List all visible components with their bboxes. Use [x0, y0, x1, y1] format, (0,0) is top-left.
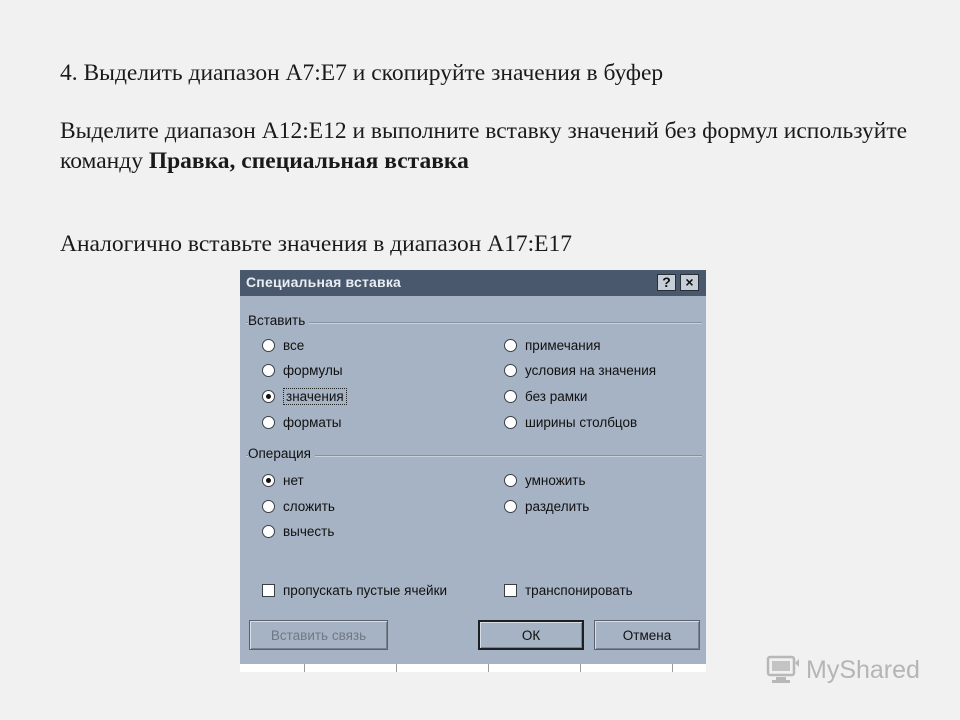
paste-link-button[interactable]: Вставить связь — [249, 620, 388, 650]
transpose-label: транспонировать — [525, 582, 633, 598]
grid-line — [580, 664, 581, 672]
operation-option-label: вычесть — [283, 523, 335, 539]
skip-blanks-option[interactable] — [262, 581, 447, 599]
ok-button[interactable]: ОК — [478, 620, 584, 650]
paste-option-label: формулы — [283, 362, 343, 378]
radio-validation[interactable] — [504, 364, 517, 377]
instruction-repeat: Аналогично вставьте значения в диапазон A17:E17 — [60, 231, 573, 257]
paste-group-label: Вставить — [248, 313, 309, 328]
paste-option-all[interactable] — [262, 336, 304, 354]
paste-option-label: форматы — [283, 414, 342, 430]
paste-option-label: все — [283, 337, 305, 353]
operation-group-label: Операция — [248, 446, 315, 461]
grid-line — [396, 664, 397, 672]
operation-option-subtract[interactable] — [262, 522, 334, 540]
myshared-logo-icon — [766, 655, 800, 685]
operation-option-label: сложить — [283, 498, 335, 514]
paste-option-no-borders[interactable] — [504, 387, 587, 405]
grid-line — [304, 664, 305, 672]
radio-formulas[interactable] — [262, 364, 275, 377]
operation-option-label: умножить — [525, 472, 586, 488]
operation-option-divide[interactable] — [504, 497, 589, 515]
operation-option-multiply[interactable] — [504, 471, 585, 489]
watermark-text: MyShared — [806, 655, 920, 684]
paste-option-column-widths[interactable] — [504, 413, 637, 431]
radio-no-borders[interactable] — [504, 390, 517, 403]
cancel-button[interactable]: Отмена — [594, 620, 700, 650]
operation-option-label: разделить — [525, 498, 590, 514]
watermark — [766, 655, 920, 685]
skip-blanks-label: пропускать пустые ячейки — [283, 582, 448, 598]
instruction-command: Правка, специальная вставка — [148, 148, 469, 174]
instruction-step-4: 4. Выделить диапазон A7:E7 и скопируйте значения в буфер — [60, 60, 664, 86]
radio-column-widths[interactable] — [504, 416, 517, 429]
dialog-title: Специальная вставка — [246, 274, 402, 290]
transpose-checkbox[interactable] — [504, 584, 517, 597]
radio-multiply[interactable] — [504, 474, 517, 487]
paste-option-label: ширины столбцов — [525, 414, 638, 430]
help-button[interactable]: ? — [657, 274, 676, 291]
operation-option-add[interactable] — [262, 497, 335, 515]
transpose-option[interactable] — [504, 581, 633, 599]
paste-option-label: без рамки — [525, 388, 588, 404]
instruction-text: Выделите диапазон A12:E12 и выполните вставку значений без формул используйте команду — [60, 118, 908, 174]
paste-group-divider — [246, 322, 702, 324]
operation-option-label: нет — [283, 472, 304, 488]
radio-add[interactable] — [262, 500, 275, 513]
radio-values[interactable] — [262, 390, 275, 403]
radio-comments[interactable] — [504, 339, 517, 352]
paste-option-label: значения — [283, 388, 347, 405]
grid-line — [672, 664, 673, 672]
paste-option-formats[interactable] — [262, 413, 342, 431]
paste-option-formulas[interactable] — [262, 361, 343, 379]
operation-option-none[interactable] — [262, 471, 304, 489]
grid-line — [488, 664, 489, 672]
radio-formats[interactable] — [262, 416, 275, 429]
radio-none[interactable] — [262, 474, 275, 487]
paste-special-dialog — [240, 270, 706, 672]
instruction-paragraph — [60, 116, 920, 176]
dialog-titlebar[interactable] — [240, 270, 706, 296]
skip-blanks-checkbox[interactable] — [262, 584, 275, 597]
paste-option-validation[interactable] — [504, 361, 656, 379]
radio-subtract[interactable] — [262, 525, 275, 538]
paste-option-values[interactable] — [262, 387, 347, 405]
close-button[interactable]: × — [680, 274, 699, 291]
radio-all[interactable] — [262, 339, 275, 352]
radio-divide[interactable] — [504, 500, 517, 513]
paste-option-label: условия на значения — [525, 362, 657, 378]
spreadsheet-grid-strip — [240, 664, 706, 672]
paste-option-label: примечания — [525, 337, 601, 353]
paste-option-comments[interactable] — [504, 336, 601, 354]
